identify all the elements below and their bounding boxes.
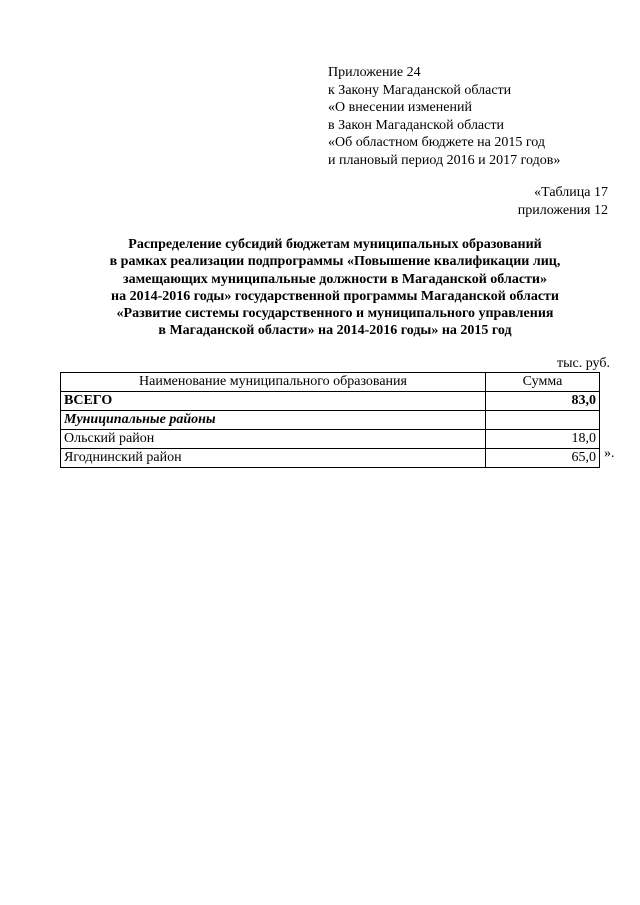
appendix-line: к Закону Магаданской области (328, 82, 512, 98)
title-line: Распределение субсидий бюджетам муниципальных образований (128, 237, 542, 252)
header-name: Наименование муниципального образования (61, 373, 486, 392)
row-name: Ольский район (61, 430, 486, 449)
closing-quote: ». (604, 446, 615, 461)
total-row (61, 392, 600, 411)
appendix-line: в Закон Магаданской области (328, 117, 504, 133)
appendix-line: и плановый период 2016 и 2017 годов» (328, 152, 561, 168)
section-row (61, 411, 600, 430)
document-title (20, 236, 640, 340)
total-name: ВСЕГО (61, 392, 486, 411)
appendix-line: «Об областном бюджете на 2015 год (328, 135, 545, 151)
units-label: тыс. руб. (557, 356, 610, 371)
appendix-line: «О внесении изменений (328, 100, 472, 116)
table-reference (518, 184, 608, 220)
title-line: на 2014-2016 годы» государственной программы Магаданской области (111, 288, 559, 304)
appendix-line: Приложение 24 (328, 65, 421, 80)
table-ref-line: «Таблица 17 (534, 185, 608, 200)
row-sum: 18,0 (486, 430, 600, 449)
section-name: Муниципальные районы (61, 411, 486, 430)
row-sum: 65,0 (486, 449, 600, 468)
table-header-row (61, 373, 600, 392)
table-ref-line: приложения 12 (517, 203, 608, 218)
total-sum: 83,0 (486, 392, 600, 411)
header-sum: Сумма (486, 373, 600, 392)
subsidy-table (60, 372, 600, 468)
title-line: в Магаданской области» на 2014-2016 годы» на 2015 год (158, 323, 512, 339)
table-row (61, 449, 600, 468)
title-line: «Развитие системы государственного и муниципального управления (116, 306, 554, 322)
section-sum (486, 411, 600, 430)
table-row (61, 430, 600, 449)
title-line: замещающих муниципальные должности в Магаданской области» (123, 271, 547, 287)
title-line: в рамках реализации подпрограммы «Повышение квалификации лиц, (109, 254, 561, 270)
row-name: Ягоднинский район (61, 449, 486, 468)
appendix-header (328, 64, 560, 170)
